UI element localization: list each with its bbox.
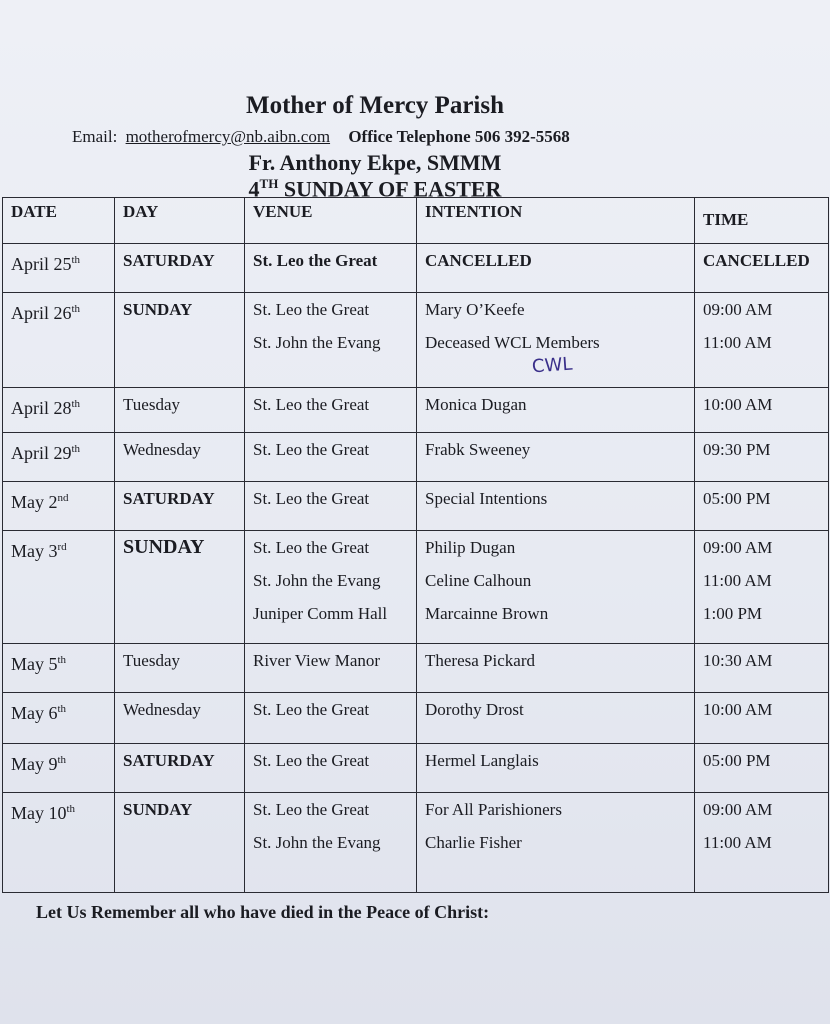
venue-cell	[245, 244, 417, 293]
day-text: SUNDAY	[123, 536, 205, 558]
intention-cell	[417, 482, 695, 531]
table-row	[3, 388, 829, 433]
day-text: Wednesday	[123, 700, 201, 719]
date-text: May 10	[11, 803, 67, 823]
day-cell	[115, 531, 245, 644]
sunday-number: 4	[248, 176, 260, 202]
table-row	[3, 482, 829, 531]
time-cell	[695, 293, 829, 388]
venue-text: St. John the Evang	[253, 571, 381, 590]
intention-text: Mary O’Keefe	[425, 300, 525, 319]
intention-text: Deceased WCL Members	[425, 333, 600, 352]
intention-text: For All Parishioners	[425, 800, 562, 819]
time-text: 09:00 AM	[703, 538, 773, 557]
office-phone: Office Telephone 506 392-5568	[348, 127, 570, 146]
intention-text: Hermel Langlais	[425, 751, 539, 770]
table-row	[3, 793, 829, 893]
venue-cell	[245, 293, 417, 388]
date-suffix: nd	[57, 492, 69, 504]
day-cell	[115, 744, 245, 793]
day-cell	[115, 793, 245, 893]
intention-text: Frabk Sweeney	[425, 440, 531, 459]
intention-cell	[417, 793, 695, 893]
day-cell	[115, 388, 245, 433]
time-cell	[695, 433, 829, 482]
day-cell	[115, 293, 245, 388]
date-text: May 9	[11, 754, 58, 774]
intention-cell	[417, 388, 695, 433]
date-text: April 28	[11, 398, 72, 418]
date-text: April 29	[11, 443, 72, 463]
email-label: Email:	[72, 127, 118, 146]
table-row	[3, 531, 829, 644]
intention-cell	[417, 433, 695, 482]
date-suffix: th	[71, 303, 81, 315]
time-text: 11:00 AM	[703, 833, 772, 852]
venue-text: St. Leo the Great	[253, 489, 370, 508]
day-cell	[115, 482, 245, 531]
venue-text: St. John the Evang	[253, 333, 381, 352]
date-text: April 26	[11, 303, 72, 323]
venue-text: Juniper Comm Hall	[253, 604, 388, 623]
col-day: DAY	[115, 198, 245, 244]
day-text: SATURDAY	[123, 489, 215, 508]
time-text: 09:00 AM	[703, 800, 773, 819]
venue-cell	[245, 744, 417, 793]
mass-schedule-table	[2, 197, 829, 893]
handwritten-note: CWL	[531, 353, 574, 378]
date-cell	[3, 793, 115, 893]
date-text: May 6	[11, 703, 58, 723]
col-time: TIME	[695, 198, 829, 244]
intention-cell	[417, 693, 695, 744]
venue-text: St. Leo the Great	[253, 700, 370, 719]
date-cell	[3, 744, 115, 793]
intention-text: Special Intentions	[425, 489, 548, 508]
date-text: May 2	[11, 492, 58, 512]
schedule-body	[3, 244, 829, 893]
venue-text: St. Leo the Great	[253, 800, 370, 819]
time-cell	[695, 244, 829, 293]
day-cell	[115, 244, 245, 293]
intention-text: Celine Calhoun	[425, 571, 532, 590]
table-row	[3, 433, 829, 482]
date-text: May 3	[11, 541, 58, 561]
intention-text: CANCELLED	[425, 251, 532, 270]
intention-cell	[417, 531, 695, 644]
date-cell	[3, 482, 115, 531]
time-text: 10:00 AM	[703, 395, 773, 414]
venue-text: St. Leo the Great	[253, 251, 378, 270]
time-cell	[695, 693, 829, 744]
date-suffix: th	[71, 443, 81, 455]
venue-text: St. Leo the Great	[253, 395, 370, 414]
intention-text: Dorothy Drost	[425, 700, 524, 719]
time-text: 09:00 AM	[703, 300, 773, 319]
col-venue: VENUE	[245, 198, 417, 244]
time-cell	[695, 388, 829, 433]
venue-text: St. Leo the Great	[253, 538, 370, 557]
day-text: SUNDAY	[123, 300, 193, 319]
time-text: 10:00 AM	[703, 700, 773, 719]
time-cell	[695, 531, 829, 644]
date-suffix: th	[71, 398, 81, 410]
date-cell	[3, 293, 115, 388]
intention-text: Charlie Fisher	[425, 833, 522, 852]
table-row	[3, 693, 829, 744]
date-cell	[3, 644, 115, 693]
day-text: Wednesday	[123, 440, 201, 459]
date-suffix: th	[66, 803, 76, 815]
venue-text: St. Leo the Great	[253, 440, 370, 459]
time-text: 11:00 AM	[703, 571, 772, 590]
intention-cell	[417, 744, 695, 793]
date-suffix: th	[57, 754, 67, 766]
venue-cell	[245, 531, 417, 644]
venue-text: St. Leo the Great	[253, 300, 370, 319]
time-text: 10:30 AM	[703, 651, 773, 670]
table-row	[3, 293, 829, 388]
date-suffix: th	[57, 654, 67, 666]
date-cell	[3, 531, 115, 644]
intention-text: Marcainne Brown	[425, 604, 549, 623]
intention-text: Monica Dugan	[425, 395, 527, 414]
intention-cell	[417, 644, 695, 693]
date-text: May 5	[11, 654, 58, 674]
day-text: SUNDAY	[123, 800, 193, 819]
col-date: DATE	[3, 198, 115, 244]
table-row	[3, 244, 829, 293]
venue-cell	[245, 388, 417, 433]
day-cell	[115, 693, 245, 744]
email-address: motherofmercy@nb.aibn.com	[125, 127, 331, 146]
day-cell	[115, 644, 245, 693]
venue-text: River View Manor	[253, 651, 381, 670]
date-cell	[3, 433, 115, 482]
date-suffix: th	[71, 254, 81, 266]
intention-cell	[417, 244, 695, 293]
time-text: 09:30 PM	[703, 440, 771, 459]
col-intention: INTENTION	[417, 198, 695, 244]
date-cell	[3, 693, 115, 744]
time-text: 11:00 AM	[703, 333, 772, 352]
date-suffix: rd	[57, 541, 67, 553]
day-text: SATURDAY	[123, 251, 215, 270]
time-text: 05:00 PM	[703, 489, 771, 508]
time-text: 05:00 PM	[703, 751, 771, 770]
venue-cell	[245, 644, 417, 693]
time-cell	[695, 644, 829, 693]
sunday-suffix: TH	[259, 176, 279, 191]
sunday-text: SUNDAY OF EASTER	[283, 176, 502, 202]
day-text: Tuesday	[123, 395, 180, 414]
day-text: Tuesday	[123, 651, 180, 670]
venue-text: St. John the Evang	[253, 833, 381, 852]
priest-name: Fr. Anthony Ekpe, SMMM	[248, 150, 502, 175]
day-cell	[115, 433, 245, 482]
date-cell	[3, 388, 115, 433]
venue-cell	[245, 482, 417, 531]
time-cell	[695, 482, 829, 531]
table-row	[3, 644, 829, 693]
table-row	[3, 744, 829, 793]
parish-title: Mother of Mercy Parish	[245, 92, 505, 119]
date-text: April 25	[11, 254, 72, 274]
date-cell	[3, 244, 115, 293]
time-text: CANCELLED	[703, 251, 810, 270]
remembrance-line: Let Us Remember all who have died in the Peace of Christ:	[36, 902, 490, 922]
date-suffix: th	[57, 703, 67, 715]
day-text: SATURDAY	[123, 751, 215, 770]
contact-line	[72, 127, 570, 147]
venue-text: St. Leo the Great	[253, 751, 370, 770]
intention-text: Philip Dugan	[425, 538, 516, 557]
venue-cell	[245, 793, 417, 893]
venue-cell	[245, 693, 417, 744]
venue-cell	[245, 433, 417, 482]
intention-text: Theresa Pickard	[425, 651, 535, 670]
time-cell	[695, 793, 829, 893]
time-text: 1:00 PM	[703, 604, 763, 623]
time-cell	[695, 744, 829, 793]
